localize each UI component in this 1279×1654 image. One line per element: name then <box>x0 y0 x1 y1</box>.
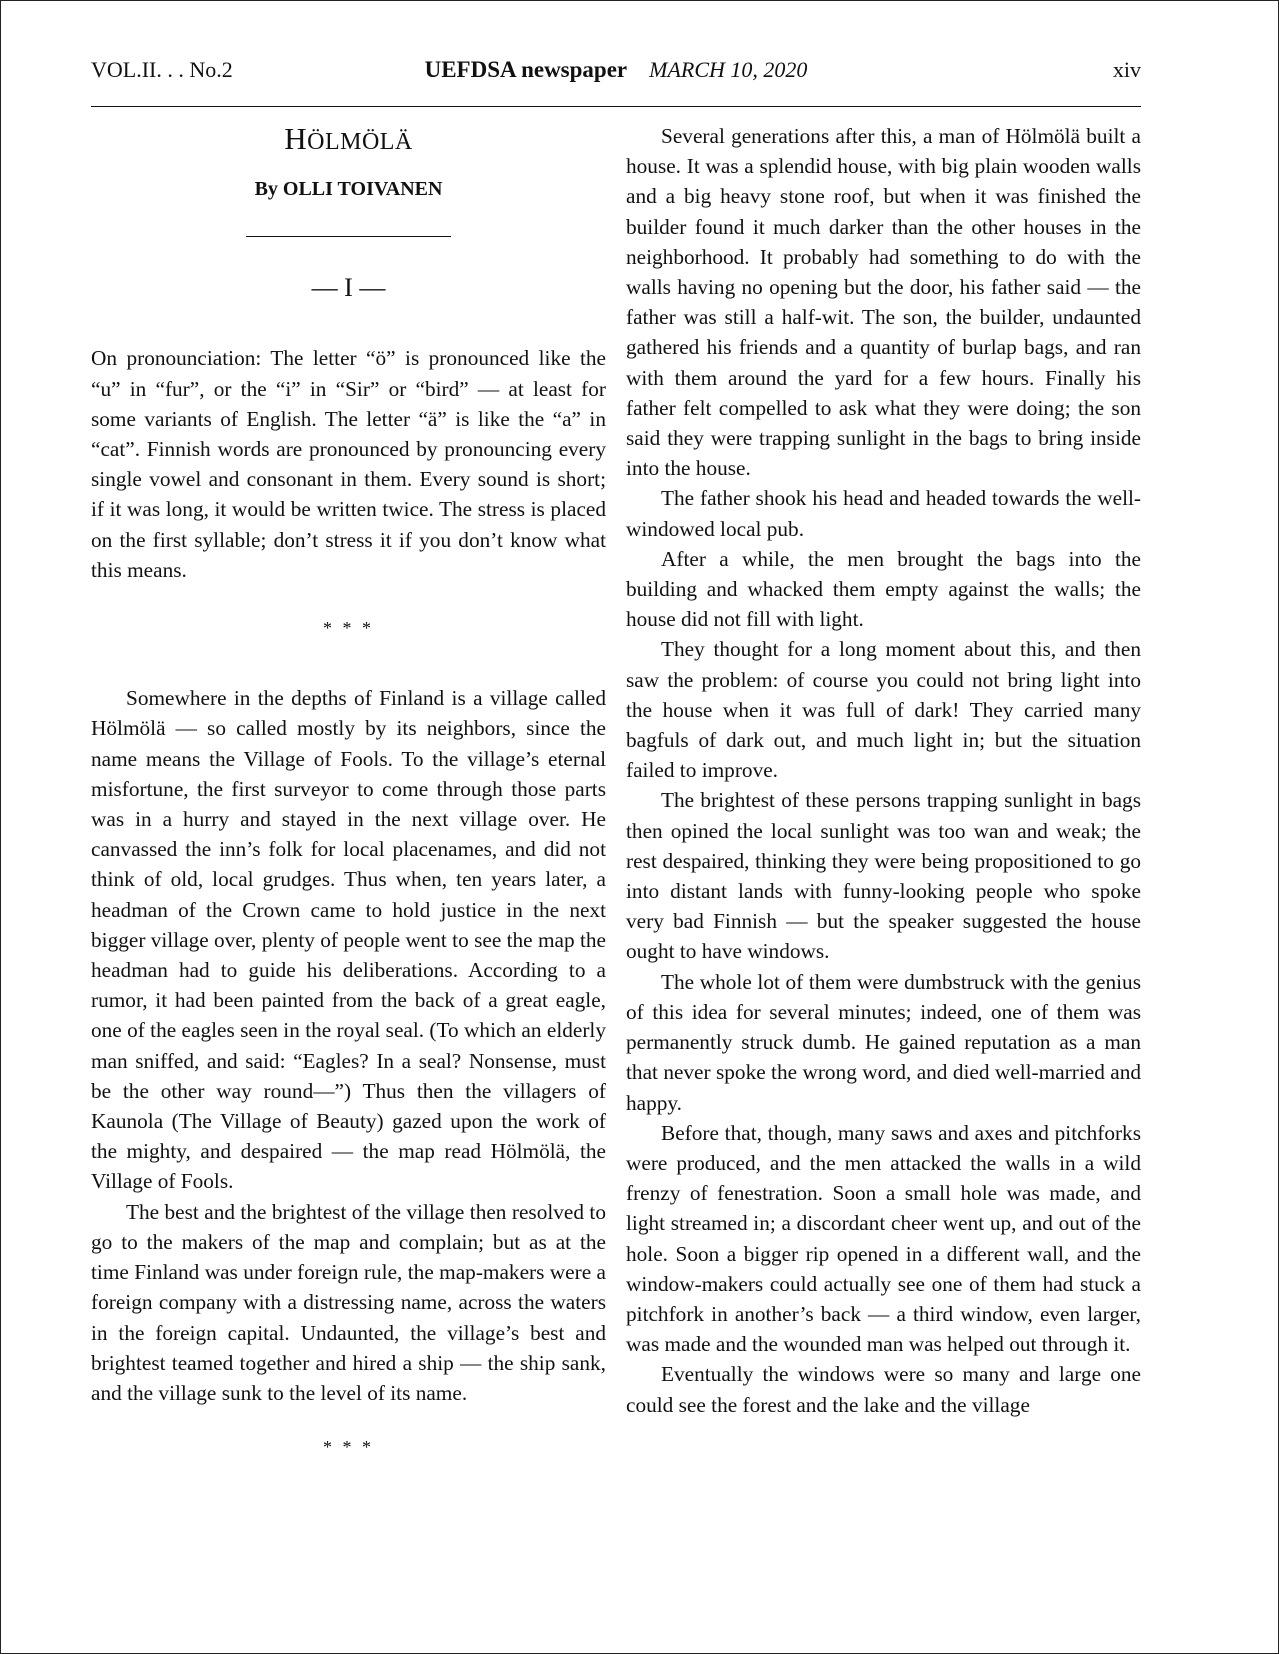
body-paragraph: The father shook his head and headed towards the well-windowed local pub. <box>626 486 1141 541</box>
body-paragraph: Before that, though, many saws and axes and pitchforks were produced, and the men attacked the walls in a wild frenzy of fenestration. Soon a small hole was made, and light streamed in; a discordant cheer went up, and out of the hole. Soon a bigger rip opened in a different wall, and the window-makers could actually see one of them had stuck a pitchfork in another’s back — a third window, even larger, was made and the wounded man was helped out through it. <box>626 1120 1141 1357</box>
section-separator: * * * <box>323 618 374 639</box>
body-paragraph: Several generations after this, a man of Hölmölä built a house. It was a splendid house, with big plain wooden walls and a big heavy stone roof, but when it was finished the builder found it much darker than the other houses in the neighborhood. It probably had something to do with the walls having no opening but the door, his father said — the father was still a half-wit. The son, the builder, undaunted gathered his friends and a quantity of burlap bags, and ran with them around the yard for a few hours. Finally his father felt compelled to ask what they were doing; the son said they were trapping sunlight in the bags to bring inside into the house. <box>626 124 1141 481</box>
body-paragraph: The brightest of these persons trapping sunlight in bags then opined the local sunlight was too wan and weak; the rest despaired, thinking they were being propositioned to go into distant lands with funny-looking people who spoke very bad Finnish — but the speaker suggested the house ought to have windows. <box>626 788 1141 964</box>
title-divider <box>246 236 451 237</box>
volume-number: VOL.II. . . No.2 <box>91 57 233 82</box>
page-number: xiv <box>1112 57 1141 82</box>
body-paragraph: Eventually the windows were so many and large one could see the forest and the lake and the village <box>626 1362 1141 1417</box>
body-paragraph: After a while, the men brought the bags into the building and whacked them empty against the walls; the house did not fill with light. <box>626 546 1141 632</box>
right-column <box>626 121 1141 1420</box>
body-paragraph: Somewhere in the depths of Finland is a village called Hölmölä — so called mostly by its neighbors, since the name means the Village of Fools. To the village’s eternal misfortune, the first surveyor to come through those parts was in a hurry and stayed in the next village over. He canvassed the inn’s folk for local placenames, and did not think of old, local grudges. Thus when, ten years later, a headman of the Crown came to hold justice in the next bigger village over, plenty of people went to see the map the headman had to guide his deliberations. According to a rumor, it had been painted from the back of a great eagle, one of the eagles seen in the royal seal. (To which an elderly man sniffed, and said: “Eagles? In a seal? Nonsense, must be the other way round—”) Thus then the villagers of Kaunola (The Village of Beauty) gazed upon the work of the mighty, and despaired — the map read Hölmölä, the Village of Fools. <box>91 686 606 1194</box>
body-paragraph: They thought for a long moment about this, and then saw the problem: of course you could not bring light into the house when it was full of dark! They carried many bagfuls of dark out, and much light in; but the situation failed to improve. <box>626 637 1141 783</box>
pronunciation-paragraph: On pronounciation: The letter “ö” is pronounced like the “u” in “fur”, or the “i” in “Sir” or “bird” — at least for some variants of English. The letter “ä” is like the “a” in “cat”. Finnish words are pronounced by pronouncing every single vowel and consonant in them. Every sound is short; if it was long, it would be written twice. The stress is placed on the first syllable; don’t stress it if you don’t know what this means. <box>91 346 606 582</box>
publication-name: UEFDSA newspaper <box>424 57 628 82</box>
header-divider <box>91 106 1141 107</box>
body-paragraph: The whole lot of them were dumbstruck with the genius of this idea for several minutes; indeed, one of them was permanently struck dumb. He gained reputation as a man that never spoke the wrong word, and died well-married and happy. <box>626 969 1141 1115</box>
article-title <box>91 121 606 160</box>
section-separator: * * * <box>323 1437 374 1458</box>
left-column <box>91 121 606 1502</box>
page-header <box>91 57 1141 87</box>
body-paragraph: The best and the brightest of the village then resolved to go to the makers of the map and complain; but as at the time Finland was under foreign rule, the map-makers were a foreign company with a distressing name, across the waters in the foreign capital. Undaunted, the village’s best and brightest teamed together and hired a ship — the ship sank, and the village sunk to the level of its name. <box>91 1199 606 1405</box>
issue-date: MARCH 10, 2020 <box>649 57 808 82</box>
masthead <box>91 57 1141 83</box>
title-initial: H <box>284 121 308 156</box>
title-rest: ÖLMÖLÄ <box>307 129 413 155</box>
article-byline: By OLLI TOIVANEN <box>254 178 443 200</box>
section-number: — I — <box>311 273 386 303</box>
